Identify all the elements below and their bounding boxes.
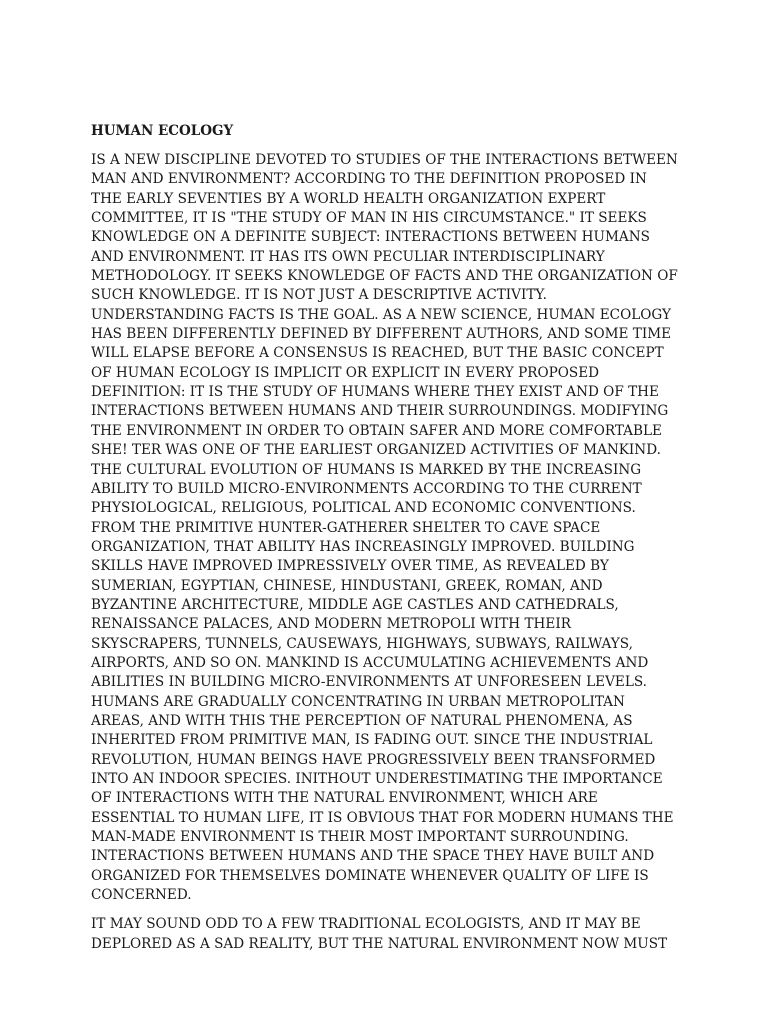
paragraph-1: IS A NEW DISCIPLINE DEVOTED TO STUDIES OF THE INTERACTIONS BETWEEN MAN AND ENVIRONMENT? ACCORDING TO THE DEFINITION PROPOSED IN THE EARLY SEVENTIES BY A WORLD HEALTH ORGANIZATION EXPERT COMMITTEE, IT IS "THE STUDY OF MAN IN HIS CIRCUMSTANCE." IT SEEKS KNOWLEDGE ON A DEFINITE SUBJECT: INTERACTIONS BETWEEN HUMANS AND ENVIRONMENT. IT HAS ITS OWN PECULIAR INTERDISCIPLINARY METHODOLOGY. IT SEEKS KNOWLEDGE OF FACTS AND THE ORGANIZATION OF SUCH KNOWLEDGE. IT IS NOT JUST A DESCRIPTIVE ACTIVITY. UNDERSTANDING FACTS IS THE GOAL. AS A NEW SCIENCE, HUMAN ECOLOGY HAS BEEN DIFFERENTLY DEFINED BY DIFFERENT AUTHORS, AND SOME TIME WILL ELAPSE BEFORE A CONSENSUS IS REACHED, BUT THE BASIC CONCEPT OF HUMAN ECOLOGY IS IMPLICIT OR EXPLICIT IN EVERY PROPOSED DEFINITION: IT IS THE STUDY OF HUMANS WHERE THEY EXIST AND OF THE INTERACTIONS BETWEEN HUMANS AND THEIR SURROUNDINGS. MODIFYING THE ENVIRONMENT IN ORDER TO OBTAIN SAFER AND MORE COMFORTABLE SHE! TER WAS ONE OF THE EARLIEST ORGANIZED ACTIVITIES OF MANKIND. THE CULTURAL EVOLUTION OF HUMANS IS MARKED BY THE INCREASING ABILITY TO BUILD MICRO-ENVIRONMENTS ACCORDING TO THE CURRENT PHYSIOLOGICAL, RELIGIOUS, POLITICAL AND ECONOMIC CONVENTIONS. FROM THE PRIMITIVE HUNTER-GATHERER SHELTER TO CAVE SPACE ORGANIZATION, THAT ABILITY HAS INCREASINGLY IMPROVED. BUILDING SKILLS HAVE IMPROVED IMPRESSIVELY OVER TIME, AS REVEALED BY SUMERIAN, EGYPTIAN, CHINESE, HINDUSTANI, GREEK, ROMAN, AND BYZANTINE ARCHITECTURE, MIDDLE AGE CASTLES AND CATHEDRALS, RENAISSANCE PALACES, AND MODERN METROPOLI WITH THEIR SKYSCRAPERS, TUNNELS, CAUSEWAYS, HIGHWAYS, SUBWAYS, RAILWAYS, AIRPORTS, AND SO ON. MANKIND IS ACCUMULATING ACHIEVEMENTS AND ABILITIES IN BUILDING MICRO-ENVIRONMENTS AT UNFORESEEN LEVELS. HUMANS ARE GRADUALLY CONCENTRATING IN URBAN METROPOLITAN AREAS, AND WITH THIS THE PERCEPTION OF NATURAL PHENOMENA, AS INHERITED FROM PRIMITIVE MAN, IS FADING OUT. SINCE THE INDUSTRIAL REVOLUTION, HUMAN BEINGS HAVE PROGRESSIVELY BEEN TRANSFORMED INTO AN INDOOR SPECIES. INITHOUT UNDERESTIMATING THE IMPORTANCE OF INTERACTIONS WITH THE NATURAL ENVIRONMENT, WHICH ARE ESSENTIAL TO HUMAN LIFE, IT IS OBVIOUS THAT FOR MODERN HUMANS THE MAN-MADE ENVIRONMENT IS THEIR MOST IMPORTANT SURROUNDING. INTERACTIONS BETWEEN HUMANS AND THE SPACE THEY HAVE BUILT AND ORGANIZED FOR THEMSELVES DOMINATE WHENEVER QUALITY OF LIFE IS CONCERNED. <box>91 152 678 904</box>
document-title: HUMAN ECOLOGY <box>91 123 234 139</box>
document-page <box>91 122 681 964</box>
paragraph-2: IT MAY SOUND ODD TO A FEW TRADITIONAL ECOLOGISTS, AND IT MAY BE DEPLORED AS A SAD REALITY, BUT THE NATURAL ENVIRONMENT NOW MUST <box>91 916 668 952</box>
